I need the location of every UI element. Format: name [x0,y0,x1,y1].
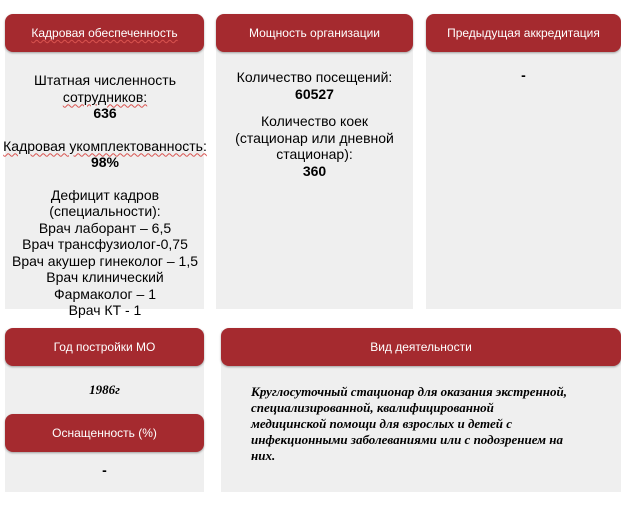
deficit-item: Врач КТ - 1 [68,302,142,318]
equipment-header [5,414,204,452]
build-year-value: 1986г [89,382,120,397]
capacity-header [216,14,413,52]
accreditation-header [426,14,621,52]
headcount-label-1: Штатная численность [34,72,176,88]
beds-label-1: Количество коек [260,113,369,129]
beds-label-2: (стационар или дневной [235,129,394,146]
visits-value: 60527 [295,85,334,102]
beds-value: 360 [302,162,327,179]
staffing-header [5,14,204,52]
staffing-header-label: Кадровая обеспеченность [31,26,178,40]
activity-line: специализированной, квалифицированной [251,400,494,415]
activity-header-label: Вид деятельности [370,340,472,354]
headcount-value: 636 [93,105,117,121]
deficit-label-2: (специальности): [49,203,161,219]
equipment-header-label: Оснащенность (%) [52,426,157,440]
capacity-content [216,69,413,179]
completeness-label: Кадровая укомплектованность: [3,137,207,154]
deficit-item: Врач клинический [46,269,164,285]
completeness-value: 98% [90,154,120,170]
activity-line: Круглосуточный стационар для оказания экстренной, [251,384,567,399]
activity-line: медицинской помощи для взрослых и детей с [251,416,512,431]
activity-line: них. [251,448,276,463]
deficit-item: Врач лаборант – 6,5 [38,219,172,236]
beds-label-3: стационар): [276,146,353,162]
capacity-header-label: Мощность организации [249,26,380,40]
staffing-content [0,72,220,319]
visits-label: Количество посещений: [236,69,393,85]
headcount-label-2: сотрудников: [62,88,148,105]
deficit-item: Фармаколог – 1 [54,285,156,302]
build-year-header [5,328,204,366]
activity-description [251,384,619,464]
activity-header [221,328,621,366]
accreditation-value: - [521,67,526,83]
equipment-value: - [102,462,107,478]
build-year-header-label: Год постройки МО [53,340,156,354]
deficit-label-1: Дефицит кадров [50,186,160,203]
accreditation-header-label: Предыдущая аккредитация [447,26,600,40]
accreditation-panel [426,20,621,309]
deficit-item: Врач трансфузиолог-0,75 [22,236,188,252]
activity-line: инфекционными заболеваниями или с подозрением на [251,432,564,447]
deficit-item: Врач акушер гинеколог – 1,5 [12,252,198,269]
